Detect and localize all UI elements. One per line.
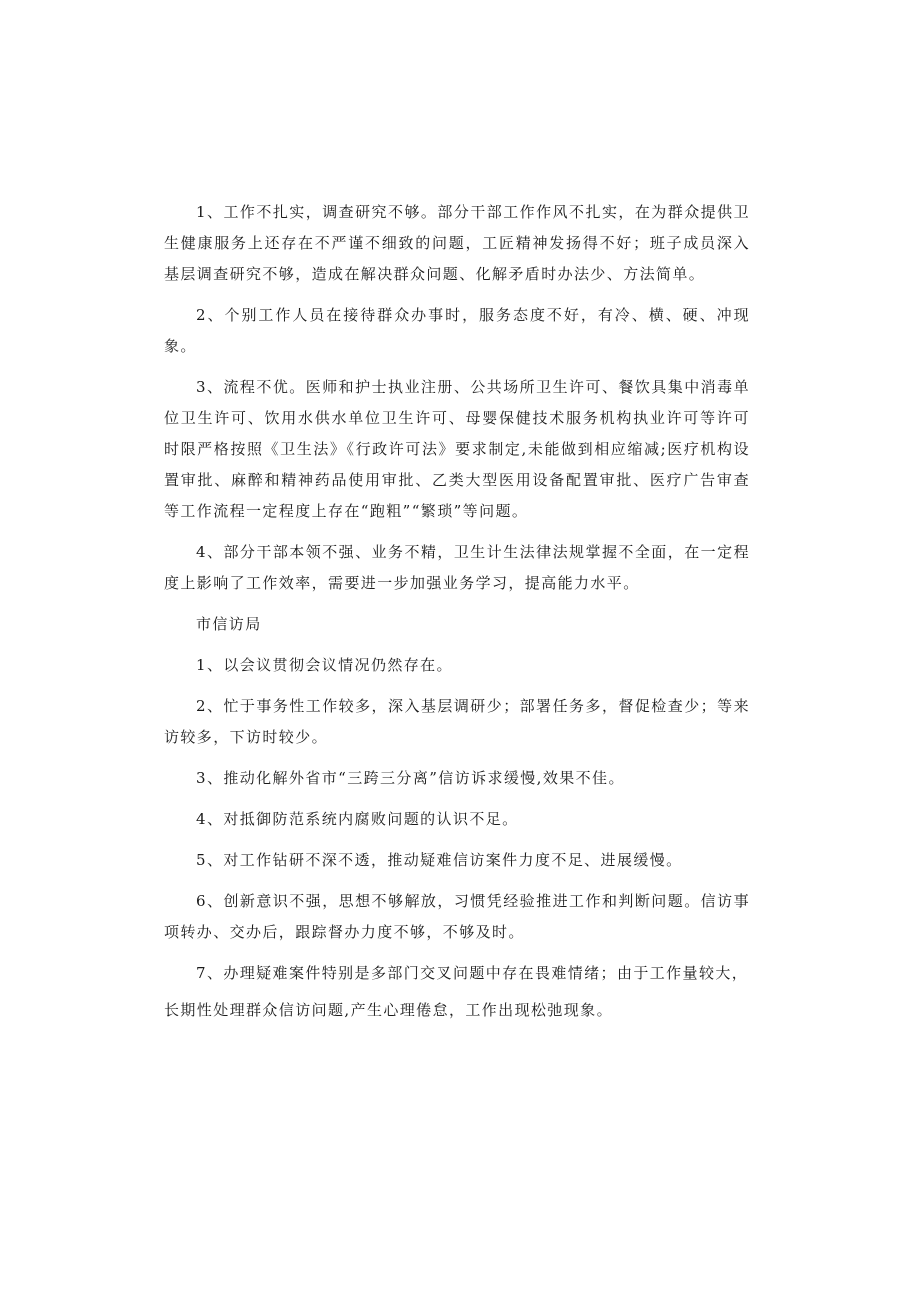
paragraph-item-7: 3、推动化解外省市“三跨三分离”信访诉求缓慢,效果不佳。 xyxy=(196,769,625,787)
document-body xyxy=(164,197,750,1036)
paragraph-continuation: 长期性处理群众信访问题,产生心理倦怠，工作出现松弛现象。 xyxy=(164,1001,613,1019)
paragraph-item-1: 1、工作不扎实，调查研究不够。部分干部工作作风不扎实，在为群众提供卫生健康服务上还存在不严谨不细致的问题，工匠精神发扬得不好；班子成员深入基层调查研究不够，造成在解决群众问题、化解矛盾时办法少、方法简单。 xyxy=(164,203,750,283)
paragraph-item-3: 3、流程不优。医师和护士执业注册、公共场所卫生许可、餐饮具集中消毒单位卫生许可、饮用水供水单位卫生许可、母婴保健技术服务机构执业许可等许可时限严格按照《卫生法》《行政许可法》要求制定,未能做到相应缩减;医疗机构设置审批、麻醉和精神药品使用审批、乙类大型医用设备配置审批、医疗广告审查等工作流程一定程度上存在“跑粗”“繁琐”等问题。 xyxy=(164,378,750,520)
paragraph-item-10: 6、创新意识不强，思想不够解放，习惯凭经验推进工作和判断问题。信访事项转办、交办后，跟踪督办力度不够，不够及时。 xyxy=(164,892,750,941)
section-heading: 市信访局 xyxy=(196,615,262,633)
paragraph-item-9: 5、对工作钻研不深不透，推动疑难信访案件力度不足、进展缓慢。 xyxy=(196,851,683,869)
paragraph-item-6: 2、忙于事务性工作较多，深入基层调研少；部署任务多，督促检查少；等来访较多，下访时较少。 xyxy=(164,697,750,746)
paragraph-item-5: 1、以会议贯彻会议情况仍然存在。 xyxy=(196,656,453,674)
paragraph-item-11: 7、办理疑难案件特别是多部门交叉问题中存在畏难情绪；由于工作量较大， xyxy=(196,964,749,982)
paragraph-item-8: 4、对抵御防范系统内腐败问题的认识不足。 xyxy=(196,810,519,828)
paragraph-item-4: 4、部分干部本领不强、业务不精，卫生计生法律法规掌握不全面，在一定程度上影响了工作效率，需要进一步加强业务学习，提高能力水平。 xyxy=(164,543,750,592)
paragraph-item-2: 2、个别工作人员在接待群众办事时，服务态度不好，有冷、横、硬、冲现象。 xyxy=(164,306,750,355)
